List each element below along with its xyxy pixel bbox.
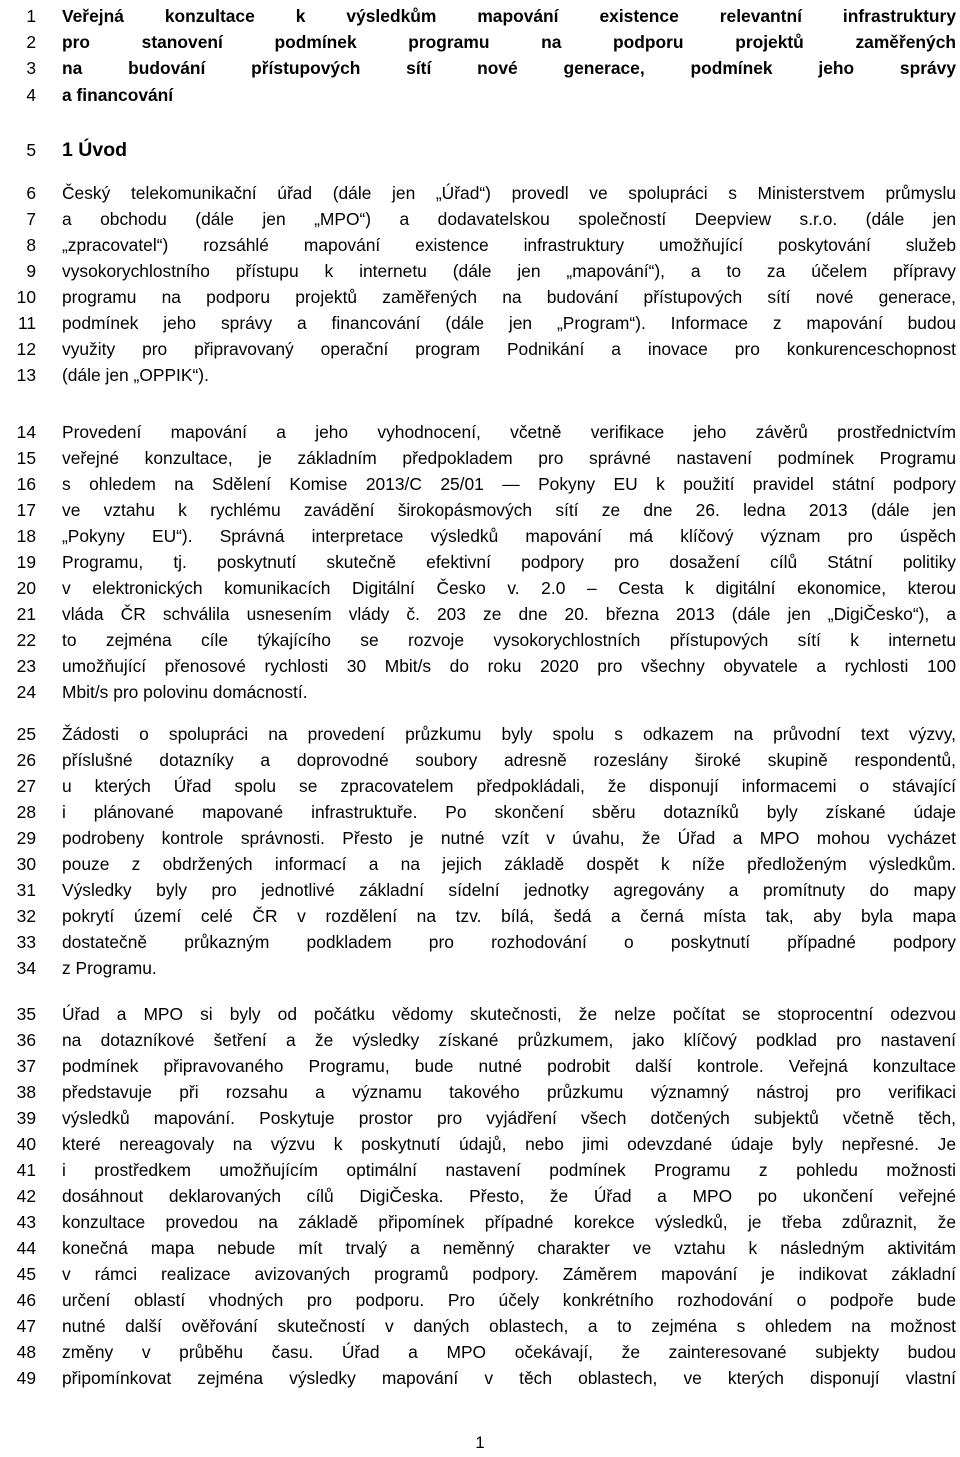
paragraph-line: které nereagovaly na výzvu k poskytnutí údajů, nebo jimi odevzdané údaje byly nepřesné. Je <box>62 1134 956 1154</box>
document-line <box>0 258 960 284</box>
document-line <box>0 310 960 336</box>
paragraph-line: připomínkovat zejména výsledky mapování v těch oblastech, ve kterých disponují vlastní <box>62 1368 956 1388</box>
paragraph-line: konečná mapa nebude mít trvalý a neměnný charakter ve vztahu k následným aktivitám <box>62 1238 956 1258</box>
paragraph-line: s ohledem na Sdělení Komise 2013/C 25/01 — Pokyny EU k použití pravidel státní podpory <box>62 474 956 494</box>
document-line <box>0 29 960 55</box>
document-line <box>0 903 960 929</box>
line-number: 25 <box>16 724 36 744</box>
paragraph-line: (dále jen „OPPIK“). <box>62 365 209 385</box>
paragraph-line: „Pokyny EU“). Správná interpretace výsledků mapování má klíčový význam pro úspěch <box>62 526 956 546</box>
line-number: 1 <box>26 6 36 26</box>
line-number: 6 <box>26 183 36 203</box>
document-line <box>0 206 960 232</box>
document-line <box>0 575 960 601</box>
document-line <box>0 3 960 29</box>
document-line <box>0 1313 960 1339</box>
line-number: 45 <box>16 1264 36 1284</box>
line-number: 9 <box>26 261 36 281</box>
paragraph-line: pouze z obdržených informací a na jejich základě dospět k níže předloženým výsledkům. <box>62 854 956 874</box>
paragraph-line: Český telekomunikační úřad (dále jen „Úřad“) provedl ve spolupráci s Ministerstvem průmyslu <box>62 183 956 203</box>
line-number: 18 <box>16 526 36 546</box>
document-line <box>0 627 960 653</box>
line-number: 14 <box>16 422 36 442</box>
document-line <box>0 284 960 310</box>
paragraph-line: představuje při rozsahu a významu takového průzkumu významný nástroj pro verifikaci <box>62 1082 956 1102</box>
line-number: 24 <box>16 682 36 702</box>
paragraph-line: dosáhnout deklarovaných cílů DigiČeska. Přesto, že Úřad a MPO po ukončení veřejné <box>62 1186 956 1206</box>
line-number: 23 <box>16 656 36 676</box>
document-line <box>0 55 960 81</box>
paragraph-line: v elektronických komunikacích Digitální Česko v. 2.0 – Cesta k digitální ekonomice, kterou <box>62 578 956 598</box>
paragraph-line: veřejné konzultace, je základním předpokladem pro správné nastavení podmínek Programu <box>62 448 956 468</box>
document-line <box>0 877 960 903</box>
paragraph-line: výsledků mapování. Poskytuje prostor pro vyjádření všech dotčených subjektů včetně těch, <box>62 1108 956 1128</box>
document-line <box>0 1027 960 1053</box>
line-number: 34 <box>16 958 36 978</box>
paragraph-line: programu na podporu projektů zaměřených na budování přístupových sítí nové generace, <box>62 287 956 307</box>
document-line <box>0 523 960 549</box>
document-line <box>0 679 960 705</box>
document-line <box>0 653 960 679</box>
document-line <box>0 549 960 575</box>
line-number: 2 <box>26 32 36 52</box>
paragraph-line: Žádosti o spolupráci na provedení průzkumu byly spolu s odkazem na průvodní text výzvy, <box>62 724 956 744</box>
document-line <box>0 747 960 773</box>
line-number: 49 <box>16 1368 36 1388</box>
line-number: 48 <box>16 1342 36 1362</box>
line-number: 27 <box>16 776 36 796</box>
line-number: 8 <box>26 235 36 255</box>
paragraph-line: pokrytí území celé ČR v rozdělení na tzv. bílá, šedá a černá místa tak, aby byla mapa <box>62 906 956 926</box>
document-line <box>0 1287 960 1313</box>
paragraph-line: na dotazníkové šetření a že výsledky získané průzkumem, jako klíčový podklad pro nastavení <box>62 1030 956 1050</box>
document-line <box>0 929 960 955</box>
document-line <box>0 1053 960 1079</box>
line-number: 21 <box>16 604 36 624</box>
document-title-line: na budování přístupových sítí nové generace, podmínek jeho správy <box>62 58 956 78</box>
line-number: 42 <box>16 1186 36 1206</box>
line-number: 11 <box>17 313 36 333</box>
document-line <box>0 1131 960 1157</box>
line-number: 17 <box>16 500 36 520</box>
document-line <box>0 601 960 627</box>
document-line <box>0 137 960 163</box>
document-line <box>0 773 960 799</box>
line-number: 3 <box>26 58 36 78</box>
line-number: 31 <box>16 880 36 900</box>
document-title-line: Veřejná konzultace k výsledkům mapování existence relevantní infrastruktury <box>62 6 956 26</box>
document-line <box>0 471 960 497</box>
paragraph-line: Mbit/s pro polovinu domácností. <box>62 682 308 702</box>
document-line <box>0 721 960 747</box>
paragraph-line: z Programu. <box>62 958 157 978</box>
document-line <box>0 1365 960 1391</box>
paragraph-line: Úřad a MPO si byly od počátku vědomy skutečnosti, že nelze počítat se stoprocentní odezvou <box>62 1004 956 1024</box>
paragraph-line: podmínek připravovaného Programu, bude nutné podrobit další kontrole. Veřejná konzultace <box>62 1056 956 1076</box>
paragraph-line: umožňující přenosové rychlosti 30 Mbit/s do roku 2020 pro všechny obyvatele a rychlosti 100 <box>62 656 956 676</box>
document-line <box>0 1157 960 1183</box>
paragraph-line: Programu, tj. poskytnutí skutečně efektivní podpory pro dosažení cílů Státní politiky <box>62 552 956 572</box>
line-number: 7 <box>26 209 36 229</box>
line-number: 19 <box>16 552 36 572</box>
paragraph-line: a obchodu (dále jen „MPO“) a dodavatelskou společností Deepview s.r.o. (dále jen <box>62 209 956 229</box>
line-number: 4 <box>26 85 36 105</box>
line-number: 47 <box>16 1316 36 1336</box>
paragraph-line: Provedení mapování a jeho vyhodnocení, včetně verifikace jeho závěrů prostřednictvím <box>62 422 956 442</box>
line-number: 16 <box>16 474 36 494</box>
paragraph-line: změny v průběhu času. Úřad a MPO očekávají, že zainteresované subjekty budou <box>62 1342 956 1362</box>
paragraph-line: u kterých Úřad spolu se zpracovatelem předpokládali, že disponují informacemi o stávající <box>62 776 956 796</box>
line-number: 38 <box>16 1082 36 1102</box>
section-heading: 1 Úvod <box>62 139 128 161</box>
document-line <box>0 1209 960 1235</box>
document-line <box>0 82 960 108</box>
line-number: 12 <box>16 339 36 359</box>
line-number: 35 <box>16 1004 36 1024</box>
paragraph-line: určení oblastí vhodných pro podporu. Pro účely konkrétního rozhodování o podpoře bude <box>62 1290 956 1310</box>
line-number: 39 <box>16 1108 36 1128</box>
line-number: 20 <box>16 578 36 598</box>
paragraph-line: vysokorychlostního přístupu k internetu (dále jen „mapování“), a to za účelem přípravy <box>62 261 956 281</box>
document-line <box>0 445 960 471</box>
line-number: 30 <box>16 854 36 874</box>
document-line <box>0 851 960 877</box>
document-line <box>0 1339 960 1365</box>
document-line <box>0 180 960 206</box>
paragraph-line: podmínek jeho správy a financování (dále jen „Program“). Informace z mapování budou <box>62 313 956 333</box>
line-number: 41 <box>16 1160 36 1180</box>
paragraph-line: konzultace provedou na základě připomínek případné korekce výsledků, je třeba zdůraznit, že <box>62 1212 956 1232</box>
line-number: 46 <box>16 1290 36 1310</box>
page-number: 1 <box>475 1433 485 1452</box>
document-line <box>0 419 960 445</box>
line-number: 26 <box>16 750 36 770</box>
document-line <box>0 1261 960 1287</box>
line-number: 43 <box>16 1212 36 1232</box>
paragraph-line: to zejména cíle týkajícího se rozvoje vysokorychlostních přístupových sítí k internetu <box>62 630 956 650</box>
document-line <box>0 1001 960 1027</box>
line-number: 22 <box>16 630 36 650</box>
line-number: 10 <box>16 287 36 307</box>
line-number: 28 <box>16 802 36 822</box>
paragraph-line: nutné další ověřování skutečností v daných oblastech, a to zejména s ohledem na možnost <box>62 1316 956 1336</box>
line-number: 36 <box>16 1030 36 1050</box>
paragraph-line: využity pro připravovaný operační program Podnikání a inovace pro konkurenceschopnost <box>62 339 956 359</box>
paragraph-line: „zpracovatel“) rozsáhlé mapování existence infrastruktury umožňující poskytování služeb <box>62 235 956 255</box>
paragraph-line: v rámci realizace avizovaných programů podpory. Záměrem mapování je indikovat základní <box>62 1264 956 1284</box>
document-line <box>0 1183 960 1209</box>
line-number: 37 <box>16 1056 36 1076</box>
paragraph-line: vláda ČR schválila usnesením vlády č. 203 ze dne 20. března 2013 (dále jen „DigiČesko“), a <box>62 604 956 624</box>
line-number: 32 <box>16 906 36 926</box>
paragraph-line: dostatečně průkazným podkladem pro rozhodování o poskytnutí případné podpory <box>62 932 956 952</box>
document-line <box>0 955 960 981</box>
line-number: 29 <box>16 828 36 848</box>
document-line <box>0 1105 960 1131</box>
document-line <box>0 1235 960 1261</box>
line-number: 15 <box>16 448 36 468</box>
line-number: 5 <box>26 140 36 160</box>
paragraph-line: ve vztahu k rychlému zavádění širokopásmových sítí ze dne 26. ledna 2013 (dále jen <box>62 500 956 520</box>
paragraph-line: Výsledky byly pro jednotlivé základní sídelní jednotky agregovány a promítnuty do mapy <box>62 880 956 900</box>
line-number: 33 <box>16 932 36 952</box>
paragraph-line: podrobeny kontrole správnosti. Přesto je nutné vzít v úvahu, že Úřad a MPO mohou vycházet <box>62 828 956 848</box>
line-number: 40 <box>16 1134 36 1154</box>
paragraph-line: i plánované mapované infrastruktuře. Po skončení sběru dotazníků byly získané údaje <box>62 802 956 822</box>
paragraph-line: i prostředkem umožňujícím optimální nastavení podmínek Programu z pohledu možnosti <box>62 1160 956 1180</box>
document-line <box>0 799 960 825</box>
document-title-line: a financování <box>62 85 174 105</box>
document-line <box>0 1079 960 1105</box>
line-number: 13 <box>16 365 36 385</box>
document-line <box>0 336 960 362</box>
line-number: 44 <box>16 1238 36 1258</box>
document-line <box>0 497 960 523</box>
paragraph-line: příslušné dotazníky a doprovodné soubory adresně rozeslány široké skupině respondentů, <box>62 750 956 770</box>
document-title-line: pro stanovení podmínek programu na podporu projektů zaměřených <box>62 32 956 52</box>
document-line <box>0 362 960 388</box>
document-line <box>0 825 960 851</box>
document-line <box>0 232 960 258</box>
